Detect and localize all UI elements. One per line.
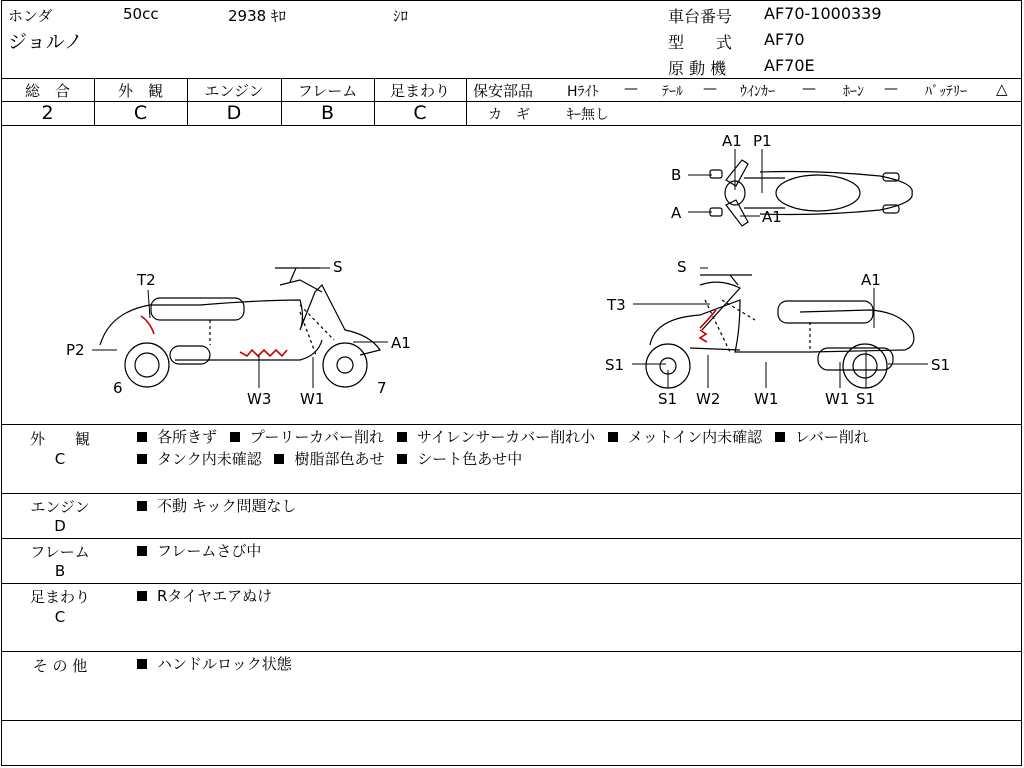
- safety-horn-value: —: [884, 81, 898, 97]
- grade-label-exterior: 外 観: [117, 82, 163, 100]
- safety-winker-name: ｳｲﾝｶｰ: [740, 84, 775, 100]
- label-top-b: B: [671, 166, 682, 184]
- rule: [1, 583, 1022, 584]
- label-right-s1-rear: S1: [931, 356, 951, 374]
- mileage: 2938 ｷﾛ: [228, 7, 286, 25]
- remark-item: 樹脂部色あせ: [294, 450, 385, 468]
- remark-grade: C: [54, 450, 66, 468]
- safety-headlight-name: Hﾗｲﾄ: [567, 84, 599, 100]
- grade-value-frame: B: [320, 102, 335, 124]
- remark-line: [137, 448, 530, 470]
- remark-item: タンク内未確認: [157, 450, 262, 468]
- label-right-s1-left: S1: [605, 356, 625, 374]
- label-right-w1b: W1: [825, 390, 850, 408]
- safety-battery-name: ﾊﾞｯﾃﾘｰ: [925, 84, 967, 100]
- remark-line: [137, 540, 269, 562]
- label-left-w1: W1: [300, 390, 325, 408]
- remark-title: フレーム: [30, 543, 90, 561]
- model-name: ジョルノ: [8, 31, 83, 53]
- label-left-a1: A1: [391, 334, 411, 352]
- safety-horn-name: ﾎｰﾝ: [843, 84, 864, 100]
- key-value: ｷｰ無し: [567, 107, 609, 123]
- label-top-a1b: A1: [762, 208, 782, 226]
- safety-winker-value: —: [802, 81, 816, 97]
- remark-line: [137, 426, 877, 448]
- grade-label-engine: エンジン: [204, 82, 264, 100]
- safety-headlight-value: —: [624, 81, 638, 97]
- type-label: 型 式: [668, 33, 733, 52]
- grade-label-suspension: 足まわり: [389, 82, 450, 100]
- label-right-s1b: S1: [856, 390, 876, 408]
- label-top-a: A: [671, 204, 682, 222]
- grade-value-suspension: C: [413, 102, 427, 124]
- remark-grade: B: [54, 562, 66, 580]
- remark-item: プーリーカバー削れ: [249, 428, 385, 446]
- frame-no: AF70-1000339: [764, 4, 882, 23]
- remark-line: [137, 653, 300, 675]
- label-left-w3: W3: [247, 390, 272, 408]
- label-right-t3: T3: [607, 296, 626, 314]
- grade-value-engine: D: [226, 102, 242, 124]
- rule: [1, 538, 1022, 539]
- label-left-t2: T2: [137, 271, 156, 289]
- engine-label: 原 動 機: [668, 59, 727, 78]
- color: ｼﾛ: [393, 7, 409, 25]
- remark-item: シート色あせ中: [417, 450, 523, 468]
- remark-item: ハンドルロック状態: [157, 655, 292, 673]
- label-right-s: S: [677, 258, 687, 276]
- remark-item: フレームさび中: [157, 542, 262, 560]
- frame-no-label: 車台番号: [668, 7, 733, 26]
- label-left-7: 7: [377, 379, 387, 397]
- remark-grade: C: [54, 608, 66, 626]
- remark-title: エンジン: [30, 498, 90, 516]
- remark-line: [137, 585, 280, 607]
- remark-title: 外 観: [29, 430, 90, 448]
- safety-tail-name: ﾃｰﾙ: [662, 84, 683, 100]
- type-value: AF70: [764, 30, 805, 49]
- label-right-s1-bottom: S1: [658, 390, 678, 408]
- remark-title: 足まわり: [29, 588, 90, 606]
- remark-item: レバー削れ: [794, 428, 869, 446]
- label-top-p1: P1: [753, 132, 772, 150]
- label-right-w2: W2: [696, 390, 721, 408]
- safety-tail-value: —: [703, 81, 717, 97]
- rule: [1, 720, 1022, 721]
- grade-value-overall: 2: [41, 102, 54, 124]
- remark-line: [137, 495, 304, 517]
- grade-label-overall: 総 合: [24, 82, 70, 100]
- rule: [1, 651, 1022, 652]
- remark-item: Rタイヤエアぬけ: [157, 587, 273, 605]
- grade-label-frame: フレーム: [297, 82, 358, 100]
- damage-marks: [141, 310, 716, 356]
- remark-grade: D: [54, 517, 66, 535]
- label-right-a1: A1: [861, 271, 881, 289]
- displacement: 50cc: [123, 5, 159, 23]
- label-left-s: S: [333, 258, 343, 276]
- remark-item: 各所きず: [157, 428, 218, 446]
- engine-value: AF70E: [764, 56, 815, 75]
- rule: [1, 493, 1022, 494]
- label-right-w1: W1: [754, 390, 779, 408]
- key-label: カ ギ: [488, 107, 530, 123]
- safety-label: 保安部品: [473, 82, 534, 100]
- remark-item: メットイン内未確認: [627, 428, 763, 446]
- grade-value-exterior: C: [133, 102, 148, 124]
- label-left-p2: P2: [66, 341, 85, 359]
- maker: ホンダ: [8, 7, 53, 25]
- safety-battery-value: △: [996, 80, 1008, 98]
- label-left-6: 6: [113, 379, 123, 397]
- label-top-a1: A1: [722, 132, 742, 150]
- remark-title: そ の 他: [32, 657, 88, 675]
- remark-item: 不動 キック問題なし: [157, 497, 297, 515]
- remark-item: サイレンサーカバー削れ小: [416, 428, 596, 446]
